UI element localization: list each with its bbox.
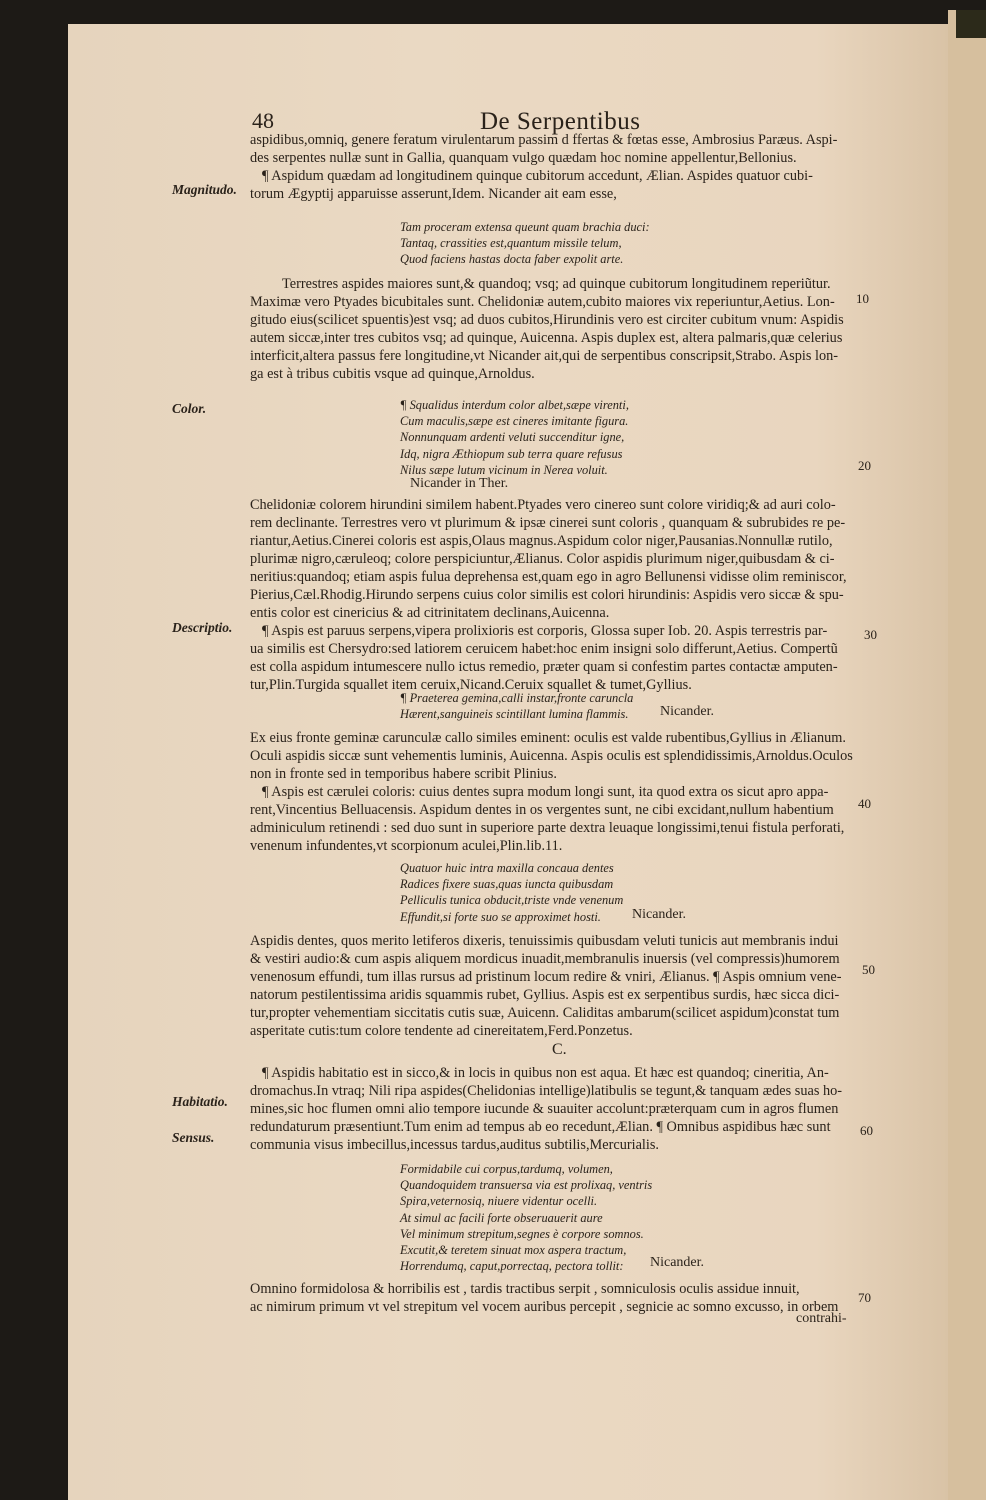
verse-block-1 (400, 219, 650, 268)
text-line: Maximæ vero Ptyades bicubitales sunt. Chelidoniæ autem,cubito maiores vix reperiuntur,Aetius. Lon- (250, 294, 835, 310)
verse-3-attribution: Nicander. (660, 704, 715, 719)
verse-line: Vel minimum strepitum,segnes è corpore somnos. (400, 1226, 644, 1241)
paragraph-5 (250, 932, 862, 1040)
text-line: tur,propter vehementiam siccitatis cutis suæ, Auicenn. Caliditas ambarum(scilicet aspidum)constat tum (250, 1005, 840, 1021)
paragraph-1 (250, 131, 862, 203)
verse-line: Quandoquidem transuersa via est prolixaq, ventris (400, 1178, 653, 1193)
text-line: communia visus imbecillus,incessus tardus,auditus subtilis,Mercurialis. (250, 1137, 660, 1153)
paragraph-6 (250, 1064, 862, 1154)
text-line: non in fronte sed in temporibus habere scribit Plinius. (250, 766, 557, 782)
binding-tab (956, 10, 986, 38)
text-line: aspidibus,omniq, genere feratum virulentarum passim d ffertas & fœtas esse, Ambrosius Paræus. Aspi- (250, 132, 838, 148)
verse-block-2 (400, 397, 629, 478)
verse-line: Nonnunquam ardenti veluti succenditur igne, (400, 430, 625, 445)
text-line: autem siccæ,inter tres cubitos vsq; ad quinque, Auicenna. Aspis duplex est, altera palmaris,quæ celerius (250, 330, 843, 346)
verse-line: Tam proceram extensa queunt quam brachia duci: (400, 220, 650, 234)
text-line: Oculi aspidis siccæ sunt vehementis luminis, Auicenna. Aspis oculis est splendidissimis,Arnoldus.Oculos (250, 748, 853, 764)
text-line: Chelidoniæ colorem hirundini similem habent.Ptyades vero cinereo sunt colore viridiq;& ad auri colo- (250, 497, 836, 513)
verse-line: Nilus sæpe lutum vicinum in Nerea voluit. (400, 462, 608, 477)
line-number-50: 50 (862, 962, 875, 977)
text-line: venenosum effundi, tum illas rursus ad pristinum locum redire & vniri, Ælianus. ¶ Aspis omnium vene- (250, 969, 842, 985)
verse-line: Horrendumq, caput,porrectaq, pectora tollit: (400, 1259, 624, 1274)
verse-block-4 (400, 860, 623, 925)
text-line: adminiculum retinendi : sed duo sunt in superiore parte dextra leuaque longissimi,tenui fistula perforati, (250, 820, 845, 836)
text-line: & vestiri audio:& cum aspis aliquem mordicus inuadit,membranulis inuersis (vel compressis)humorem (250, 951, 840, 967)
line-number-60: 60 (860, 1123, 873, 1138)
verse-line: Hærent,sanguineis scintillant lumina flammis. (400, 707, 629, 722)
text-line: ¶ Aspidum quædam ad longitudinem quinque cubitorum accedunt, Ælian. Aspides quatuor cubi- (262, 168, 813, 184)
margin-note-magnitudo: Magnitudo. (172, 182, 237, 197)
verse-line: ¶ Praeterea gemina,calli instar,fronte caruncla (400, 691, 634, 705)
text-line: venenum infundentes,vt scorpionum aculei,Plin.lib.11. (250, 838, 563, 854)
margin-note-sensus: Sensus. (172, 1130, 215, 1145)
text-line: rem declinante. Terrestres vero vt plurimum & ipsæ cinerei sunt coloris , quanquam & subrubides re pe- (250, 515, 846, 531)
verse-5-attribution: Nicander. (650, 1255, 705, 1270)
text-line: ¶ Aspis est paruus serpens,vipera prolixioris est corporis, Glossa super Iob. 20. Aspis terrestris par- (262, 623, 828, 639)
margin-note-color: Color. (172, 401, 207, 416)
verse-line: Quatuor huic intra maxilla concaua dentes (400, 861, 614, 875)
running-title: De Serpentibus (480, 108, 641, 135)
text-line: Ex eius fronte geminæ carunculæ callo similes eminent: oculis est valde rubentibus,Gyllius in Ælianum. (250, 730, 846, 746)
verse-2-attribution: Nicander in Ther. (410, 476, 509, 491)
verse-line: Radices fixere suas,quas iuncta quibusdam (400, 877, 614, 892)
text-line: tur,Plin.Turgida squallet item ceruix,Nicand.Ceruix squallet & tumet,Gyllius. (250, 677, 692, 693)
paragraph-2 (250, 275, 862, 383)
text-line: gitudo eius(scilicet spuentis)est vsq; ad duos cubitos,Hirundinis vero est circiter cubitum vnum: Aspidis (250, 312, 844, 328)
text-line: rent,Vincentius Belluacensis. Aspidum dentes in os vergentes sunt, ne cibi excidant,nullum habentium (250, 802, 834, 818)
line-number-20: 20 (858, 458, 871, 473)
text-line: Pierius,Cæl.Rhodig.Hirundo serpens cuius color similis est colori hirundinis: Aspidis vero siccæ & spu- (250, 587, 844, 603)
line-number-30: 30 (864, 627, 877, 642)
text-line: asperitate cutis:tum colore tendente ad cinereitatem,Ferd.Ponzetus. (250, 1023, 633, 1039)
catchword: contrahi- (796, 1311, 847, 1326)
verse-line: Effundit,si forte suo se approximet hosti. (400, 909, 601, 924)
text-line: plurimæ nigro,cæruleoq; colore perspiciuntur,Ælianus. Color aspidis plurimum niger,quibusdam & ci- (250, 551, 835, 567)
text-line: ac nimirum primum vt vel strepitum vel vocem auribus percepit , segnicie ac somno excusso, in orbem (250, 1299, 839, 1315)
text-line: riantur,Aetius.Cinerei coloris est aspis,Olaus magnus.Aspidum color niger,Pausanias.Nonnullæ rutilo, (250, 533, 833, 549)
margin-note-habitatio: Habitatio. (172, 1094, 228, 1109)
text-line: torum Ægyptij apparuisse asserunt,Idem. Nicander ait eam esse, (250, 186, 617, 202)
line-number-40: 40 (858, 796, 871, 811)
verse-line: Cum maculis,sæpe est cineres imitante figura. (400, 414, 629, 429)
text-line: entis color est cinericius & ad citrinitatem declinans,Auicenna. (250, 605, 610, 621)
paragraph-4 (250, 729, 862, 855)
verse-4-attribution: Nicander. (632, 907, 687, 922)
text-line: est colla aspidum intumescere nullo ictus remedio, præter quam si confestim partes contactæ amputen- (250, 659, 838, 675)
verse-line: Tantaq, crassities est,quantum missile telum, (400, 236, 622, 251)
verse-line: ¶ Squalidus interdum color albet,sæpe virenti, (400, 398, 629, 412)
verse-block-3 (400, 690, 633, 722)
verse-line: Excutit,& teretem sinuat mox aspera tractum, (400, 1243, 627, 1258)
paragraph-3 (250, 496, 862, 694)
text-line: des serpentes nullæ sunt in Gallia, quanquam vulgo quædam hoc nomine appellentur,Bellonius. (250, 150, 797, 166)
text-line: Aspidis dentes, quos merito letiferos dixeris, tenuissimis quibusdam veluti tunicis aut membranis indui (250, 933, 839, 949)
paragraph-7 (250, 1280, 862, 1316)
text-line: neritius:quandoq; etiam aspis fulua deprehensa est,quam ego in agro Bellunensi vidisse olim reminiscor, (250, 569, 847, 585)
text-line: dromachus.In vtraq; Nili ripa aspides(Chelidonias intellige)latibulis se tegunt,& tanquam ædes suas ho- (250, 1083, 843, 1099)
verse-line: Quod faciens hastas docta faber expolit arte. (400, 252, 624, 267)
line-number-70: 70 (858, 1290, 871, 1305)
verse-line: Spira,veternosiq, niuere videntur ocelli. (400, 1194, 598, 1209)
verse-line: Formidabile cui corpus,tardumq, volumen, (400, 1162, 613, 1176)
text-line: redundaturum præsentiunt.Tum enim ad tempus ab eo recedunt,Ælian. ¶ Omnibus aspidibus hæc sunt (250, 1119, 831, 1135)
verse-line: Idq, nigra Æthiopum sub terra quare refusus (400, 446, 623, 461)
text-line: mines,sic hoc flumen omni alio tempore iucunde & suauiter accolunt:præterquam cum in agros flumen (250, 1101, 839, 1117)
page-number: 48 (252, 108, 274, 133)
text-line: ua similis est Chersydro:sed latiorem ceruicem habet:hoc enim insigni solo differunt,Aetius. Compertũ (250, 641, 838, 657)
text-line: ¶ Aspidis habitatio est in sicco,& in locis in quibus non est aqua. Et hæc est quandoq; cineritia, An- (262, 1065, 829, 1081)
verse-line: At simul ac facili forte obseruauerit aure (400, 1210, 603, 1225)
text-line: Omnino formidolosa & horribilis est , tardis tractibus serpit , somniculosis oculis assidue innuit, (250, 1281, 800, 1297)
verse-line: Pelliculis tunica obducit,triste vnde venenum (400, 893, 624, 908)
text-line: natorum pestilentissima aridis squammis rubet, Gyllius. Aspis est ex serpentibus surdis, hæc sicca dici- (250, 987, 840, 1003)
text-line: interficit,altera passus fere longitudine,vt Nicander ait,qui de serpentibus conscripsit,Strabo. Aspis lon- (250, 348, 839, 364)
margin-note-descriptio: Descriptio. (172, 620, 233, 635)
text-line: ga est à tribus cubitis vsque ad quinque,Arnoldus. (250, 366, 535, 382)
verse-block-5 (400, 1161, 652, 1274)
line-number-10: 10 (856, 291, 869, 306)
text-line: ¶ Aspis est cærulei coloris: cuius dentes supra modum longi sunt, ita quod extra os sicut apro appa- (262, 784, 829, 800)
facing-page-edge (948, 10, 986, 1500)
section-letter: C. (552, 1041, 567, 1058)
text-line: Terrestres aspides maiores sunt,& quandoq; vsq; ad quinque cubitorum longitudinem reperiũtur. (282, 276, 831, 292)
